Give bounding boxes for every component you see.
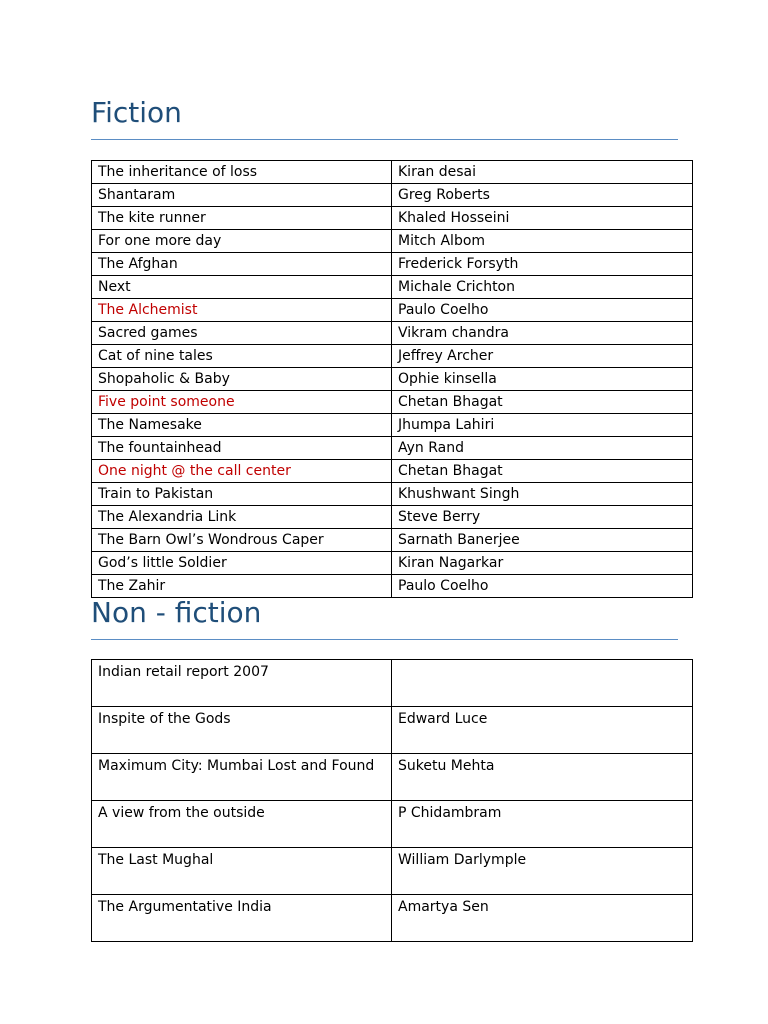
table-row xyxy=(92,575,693,598)
book-author-cell: Michale Crichton xyxy=(392,276,693,299)
book-author-cell: Khushwant Singh xyxy=(392,483,693,506)
table-row xyxy=(92,322,693,345)
book-title-cell: The Barn Owl’s Wondrous Caper xyxy=(92,529,392,552)
table-row xyxy=(92,529,693,552)
nonfiction-heading: Non - fiction xyxy=(91,596,262,629)
book-author-cell: Paulo Coelho xyxy=(392,299,693,322)
book-author-cell: Chetan Bhagat xyxy=(392,391,693,414)
book-author-cell xyxy=(392,660,693,707)
book-author-cell: Ayn Rand xyxy=(392,437,693,460)
book-title-cell: A view from the outside xyxy=(92,801,392,848)
table-row xyxy=(92,184,693,207)
fiction-heading: Fiction xyxy=(91,96,182,129)
book-author-cell: Jhumpa Lahiri xyxy=(392,414,693,437)
book-title-cell: The kite runner xyxy=(92,207,392,230)
nonfiction-heading-rule xyxy=(91,639,678,640)
table-row xyxy=(92,801,693,848)
book-author-cell: Mitch Albom xyxy=(392,230,693,253)
book-author-cell: William Darlymple xyxy=(392,848,693,895)
table-row xyxy=(92,506,693,529)
book-title-cell: Sacred games xyxy=(92,322,392,345)
book-title-cell: The Afghan xyxy=(92,253,392,276)
book-title-cell: Train to Pakistan xyxy=(92,483,392,506)
book-author-cell: Khaled Hosseini xyxy=(392,207,693,230)
book-title-cell: Indian retail report 2007 xyxy=(92,660,392,707)
book-author-cell: Suketu Mehta xyxy=(392,754,693,801)
table-row xyxy=(92,253,693,276)
book-title-cell: The Argumentative India xyxy=(92,895,392,942)
table-row xyxy=(92,483,693,506)
book-title-cell: The Alexandria Link xyxy=(92,506,392,529)
book-author-cell: Kiran Nagarkar xyxy=(392,552,693,575)
book-title-cell: The inheritance of loss xyxy=(92,161,392,184)
book-author-cell: Sarnath Banerjee xyxy=(392,529,693,552)
book-author-cell: Steve Berry xyxy=(392,506,693,529)
book-author-cell: Chetan Bhagat xyxy=(392,460,693,483)
table-row xyxy=(92,707,693,754)
table-row xyxy=(92,414,693,437)
book-author-cell: P Chidambram xyxy=(392,801,693,848)
fiction-heading-rule xyxy=(91,139,678,140)
table-row xyxy=(92,368,693,391)
book-author-cell: Greg Roberts xyxy=(392,184,693,207)
book-title-cell: Five point someone xyxy=(92,391,392,414)
book-author-cell: Edward Luce xyxy=(392,707,693,754)
table-row xyxy=(92,552,693,575)
nonfiction-table xyxy=(91,659,693,942)
table-row xyxy=(92,460,693,483)
book-author-cell: Jeffrey Archer xyxy=(392,345,693,368)
book-title-cell: Shantaram xyxy=(92,184,392,207)
book-author-cell: Amartya Sen xyxy=(392,895,693,942)
book-title-cell: Maximum City: Mumbai Lost and Found xyxy=(92,754,392,801)
table-row xyxy=(92,437,693,460)
table-row xyxy=(92,299,693,322)
book-title-cell: The fountainhead xyxy=(92,437,392,460)
table-row xyxy=(92,276,693,299)
book-author-cell: Vikram chandra xyxy=(392,322,693,345)
table-row xyxy=(92,345,693,368)
book-title-cell: Inspite of the Gods xyxy=(92,707,392,754)
table-row xyxy=(92,660,693,707)
table-row xyxy=(92,161,693,184)
table-row xyxy=(92,230,693,253)
table-row xyxy=(92,391,693,414)
table-row xyxy=(92,754,693,801)
book-title-cell: Cat of nine tales xyxy=(92,345,392,368)
book-title-cell: The Namesake xyxy=(92,414,392,437)
fiction-table xyxy=(91,160,693,598)
book-title-cell: The Alchemist xyxy=(92,299,392,322)
book-title-cell: For one more day xyxy=(92,230,392,253)
book-title-cell: One night @ the call center xyxy=(92,460,392,483)
book-title-cell: God’s little Soldier xyxy=(92,552,392,575)
book-author-cell: Frederick Forsyth xyxy=(392,253,693,276)
table-row xyxy=(92,207,693,230)
book-author-cell: Paulo Coelho xyxy=(392,575,693,598)
book-title-cell: Shopaholic & Baby xyxy=(92,368,392,391)
book-title-cell: Next xyxy=(92,276,392,299)
book-title-cell: The Last Mughal xyxy=(92,848,392,895)
book-author-cell: Ophie kinsella xyxy=(392,368,693,391)
table-row xyxy=(92,895,693,942)
book-author-cell: Kiran desai xyxy=(392,161,693,184)
table-row xyxy=(92,848,693,895)
book-title-cell: The Zahir xyxy=(92,575,392,598)
